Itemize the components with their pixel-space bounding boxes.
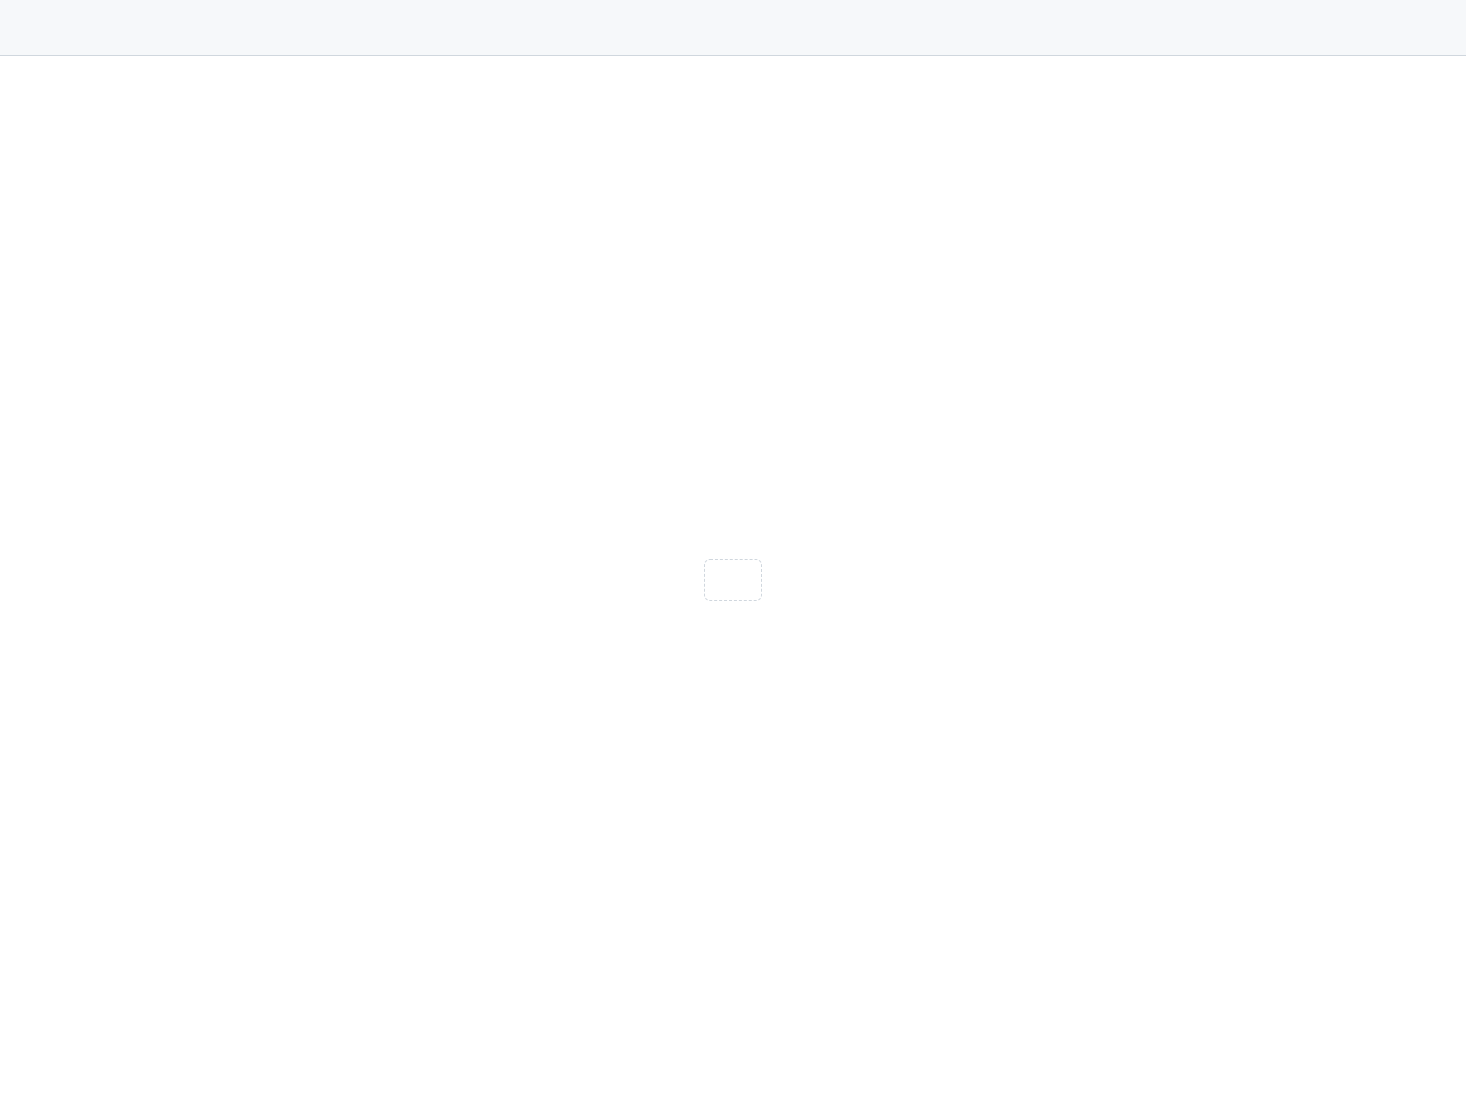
main-content <box>0 56 1466 1104</box>
content-placeholder <box>704 559 762 601</box>
app-header <box>0 0 1466 56</box>
